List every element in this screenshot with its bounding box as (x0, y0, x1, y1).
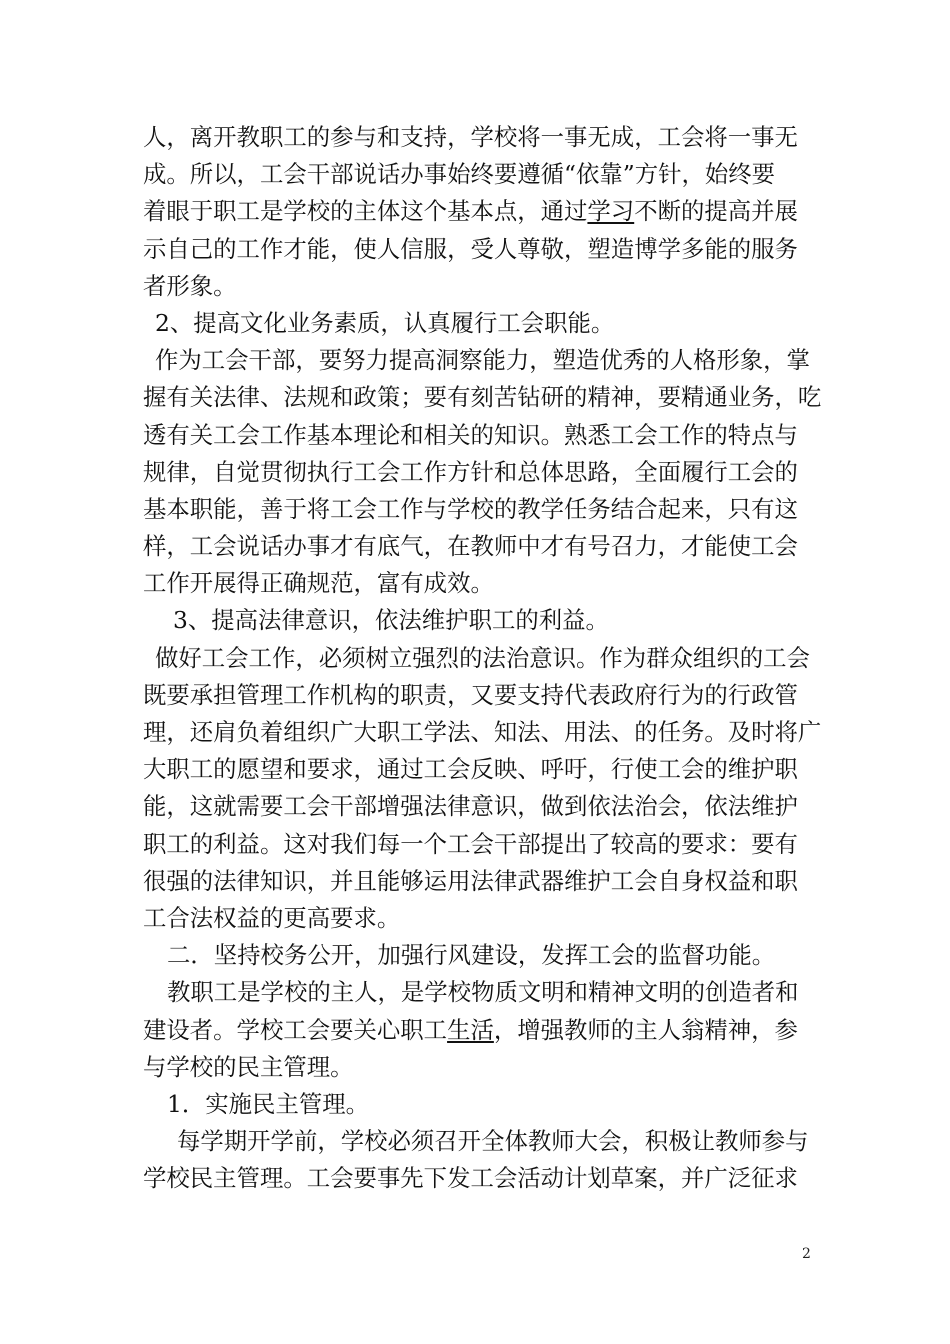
text-line: 成。所以，工会干部说话办事始终要遵循“依靠”方针，始终要 (143, 160, 776, 189)
text-line: 基本职能，善于将工会工作与学校的教学任务结合起来，只有这 (143, 494, 798, 523)
body-text (143, 119, 822, 1197)
text-line: 透有关工会工作基本理论和相关的知识。熟悉工会工作的特点与 (143, 420, 798, 449)
text-line: 示自己的工作才能，使人信服，受人尊敬，塑造博学多能的服务 (143, 234, 798, 263)
text-line: 大职工的愿望和要求，通过工会反映、呼吁，行使工会的维护职 (143, 755, 798, 784)
text-line: 者形象。 (143, 271, 237, 300)
page-number: 2 (802, 1246, 811, 1262)
text-segment: 着眼于职工是学校的主体这个基本点，通过 (143, 197, 588, 226)
text-line: 做好工会工作，必须树立强烈的法治意识。作为群众组织的工会 (155, 643, 810, 672)
text-line: 每学期开学前，学校必须召开全体教师大会，积极让教师参与 (177, 1127, 809, 1156)
text-segment: 建设者。学校工会要关心职工 (143, 1015, 448, 1044)
text-line: 工作开展得正确规范，富有成效。 (143, 569, 494, 598)
text-line: 3、提高法律意识，依法维护职工的利益。 (173, 606, 609, 635)
text-line: 样，工会说话办事才有底气，在教师中才有号召力，才能使工会 (143, 532, 798, 561)
text-line: 既要承担管理工作机构的职责，又要支持代表政府行为的行政管 (143, 680, 798, 709)
text-line: 规律，自觉贯彻执行工会工作方针和总体思路，全面履行工会的 (143, 457, 798, 486)
text-segment: ，增强教师的主人翁精神，参 (493, 1015, 798, 1044)
text-segment: 不断的提高并展 (634, 197, 798, 226)
text-line (143, 1012, 811, 1049)
text-line: 二．坚持校务公开，加强行风建设，发挥工会的监督功能。 (167, 941, 776, 970)
underlined-link[interactable]: 生活 (447, 1015, 494, 1044)
text-line: 与学校的民主管理。 (143, 1052, 354, 1081)
text-line: 能，这就需要工会干部增强法律意识，做到依法治会，依法维护 (143, 792, 798, 821)
text-line: 很强的法律知识，并且能够运用法律武器维护工会自身权益和职 (143, 866, 798, 895)
text-line: 职工的利益。这对我们每一个工会干部提出了较高的要求：要有 (143, 829, 798, 858)
text-line: 人，离开教职工的参与和支持，学校将一事无成，工会将一事无 (143, 123, 798, 151)
text-line: 教职工是学校的主人，是学校物质文明和精神文明的创造者和 (167, 978, 799, 1007)
text-line: 1．实施民主管理。 (167, 1089, 370, 1118)
text-line: 工合法权益的更高要求。 (143, 903, 401, 932)
text-line: 作为工会干部，要努力提高洞察能力，塑造优秀的人格形象，掌 (155, 346, 810, 375)
text-line: 理，还肩负着组织广大职工学法、知法、用法、的任务。及时将广 (143, 718, 822, 746)
text-line: 2、提高文化业务素质，认真履行工会职能。 (155, 308, 615, 337)
text-line (143, 193, 811, 230)
underlined-link[interactable]: 学习 (587, 197, 635, 226)
text-line: 学校民主管理。工会要事先下发工会活动计划草案，并广泛征求 (143, 1164, 798, 1193)
text-line: 握有关法律、法规和政策；要有刻苦钻研的精神，要精通业务，吃 (143, 383, 822, 412)
